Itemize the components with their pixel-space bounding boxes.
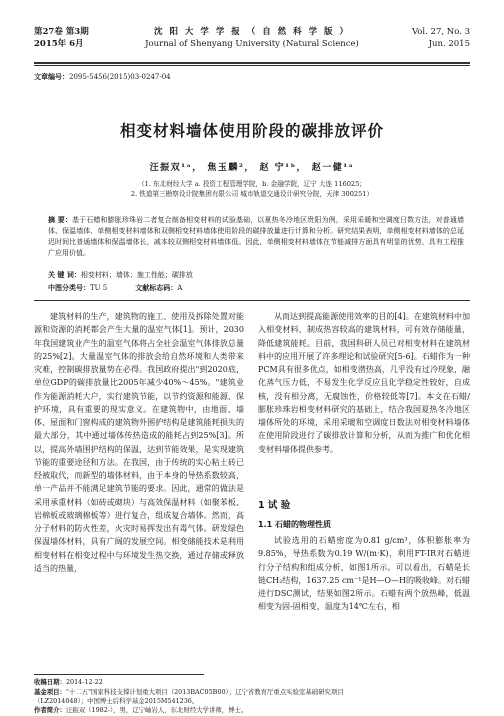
volume-en: Vol. 27, No. 3	[411, 27, 470, 37]
journal-name-cn: 沈 阳 大 学 学 报 （ 自 然 科 学 版 ）	[153, 27, 350, 37]
footnote-author	[34, 706, 470, 715]
article-number	[34, 72, 171, 82]
footnote-fund	[34, 688, 470, 697]
subsection-heading-paraffin: 1.1 石蜡的物理性质	[258, 520, 331, 529]
section-heading-experiment: 1 试 验	[258, 500, 291, 511]
body-left-column: 建筑材料的生产，建筑物的施工、使用及拆除处置对能源和资源的消耗都会产生大量的温室气体[1]。预计，2030年我国建筑业产生的温室气体将占全社会温室气体排放总量的25%[2]。大量温室气体的排放会给自然环境和人类带来灾难，控制碳排放量势在必得。我国政府提出"到2020底，单位GDP的碳排放量比2005年减少40%～45%。"建筑业作为能源消耗大户，实行建筑节能，以节约资源和能源、保护环境，具有重要的现实意义。在建筑物中，由地面、墙体、屋面和门窗构成的建筑物外围护结构是建筑能耗损失的最大部分，其中通过墙体传热造成的能耗占到25%[3]。所以，提高外墙围护结构的保温，达到节能效果，是实现建筑节能的重要途径和方法。在我国，由于传统的实心粘土砖已经被取代，而新型的墙体材料，由于本身的导热系数较高，单一产品并不能满足建筑节能的要求。因此，通常的做法是采用承重材料（如砖或砌块）与高效保温材料（如聚苯板、岩棉板或玻璃棉板等）进行复合，组成复合墙体。然而，高分子材料的防火性差，火灾时易挥发出有毒气体。研发绿色保温墙体材料，具有广阔的发展空间。相变储能技术是利用相变材料在相变过程中与环境发生热交换，通过存储或释放适当的热量，	[34, 312, 244, 573]
header-rule-thick	[34, 62, 470, 64]
paper-title: 相变材料墙体使用阶段的碳排放评价	[119, 122, 384, 140]
header-right	[375, 26, 470, 50]
date-cn: 2015年 6月	[34, 39, 84, 49]
keywords	[48, 270, 464, 280]
article-number-label: 文章编号：	[34, 72, 69, 81]
affiliation-line-2: 2. 铁道第三勘察设计院集团有限公司 城市轨道交通设计研究分院，天津 300251）	[130, 190, 374, 198]
keywords-label: 关 键 词：	[48, 271, 81, 279]
keywords-text: 相变材料；墙体；施工性能；碳排放	[80, 271, 193, 279]
section-1-text: 试验选用的石蜡密度为0.81 g/cm³，体积膨胀率为9.85%，导热系数为0.19 W/(m·K)，利用FT-IR对石蜡进行分子结构和组成分析，如图1所示。可以看出，石蜡是长链CH₂结构，1637.25 cm⁻¹是H—O—H的吸收峰。对石蜡进行DSC测试，结果如图2所示。石蜡有两个放热峰，低温相变为固-固相变，温度为14℃左右，相	[258, 536, 470, 612]
header-center	[134, 26, 370, 50]
abstract-text: 基于石蜡和膨胀珍珠岩二者复合制备相变材料的试验基础，以夏热冬冷地区贵阳为例，采用采暖和空调度日数方法，对普通墙体、保温墙体、单侧相变材料墙体和双侧相变材料墙体使用阶段的碳排放量进行计算和分析。研究结果表明，单侧相变材料墙体的总延迟时间比普通墙体和保温墙体长，减本较双侧相变材料墙体低。因此，单侧相变材料墙体在节能减排方面具有明显的优势，具有工程推广应用价值。	[48, 216, 465, 257]
abstract-label: 摘 要：	[48, 216, 72, 224]
journal-name-en: Journal of Shenyang University (Natural Science)	[145, 39, 359, 49]
fund-text-1: "十二五"国家科技支撑计划重大项目（2013BAC05B00）；辽宁省教育厅重点实验室基础研究项目	[65, 688, 344, 696]
date-en: Jun. 2015	[428, 39, 470, 49]
body-right-column: 从而达到提高能源使用效率的目的[4]。在建筑材料中加入相变材料，制成热容较高的建筑材料，可有效存储能量，降低建筑能耗。目前，我国科研人员已对相变材料在建筑材料中的应用开展了许多理论和试验研究[5-6]。石蜡作为一种PCM具有很多优点，如相变潜热高，几乎没有过冷现象，融化蒸气压力低，不易发生化学反应且化学稳定性较好，自成核，没有相分离，无腐蚀性，价格较低等[7]。本文在石蜡/膨胀珍珠岩相变材料研究的基础上，结合我国夏热冬冷地区墙体所处的环境，采用采暖和空调度日数法对相变材料墙体在使用阶段进行了碳排放计算和分析，从而为推广和优化相变材料墙体提供参考。	[258, 312, 470, 454]
abstract-rule	[34, 300, 470, 301]
affiliation-line-1: （1. 东北财经大学 a. 投资工程管理学院，b. 金融学院，辽宁 大连 116025；	[138, 180, 366, 188]
doc-code-label: 文献标志码：	[135, 284, 178, 292]
footnote-fund-cont: （LZ2014048）；中国博士后科学基金2015M541236。	[34, 697, 199, 705]
clc-value: TU 5	[90, 284, 108, 292]
classification	[48, 283, 464, 293]
received-date: 2014-12-22	[65, 678, 103, 686]
fund-label: 基金项目：	[34, 688, 66, 696]
doc-code-value: A	[177, 284, 183, 292]
footnote-received	[34, 678, 470, 687]
author-bio-label: 作者简介：	[34, 706, 66, 714]
author-bio: 汪振双（1982-），男，辽宁岫岩人，东北财经大学讲师，博士。	[65, 706, 248, 714]
author-list: 汪振双¹ᵃ， 焦玉麟²， 赵 宁¹ᵇ， 赵一健¹ᵃ	[149, 163, 355, 173]
clc-label: 中图分类号：	[48, 284, 90, 292]
abstract	[48, 215, 464, 259]
article-number-value: 2095-5456(2015)03-0247-04	[69, 73, 171, 81]
received-label: 收稿日期：	[34, 678, 66, 686]
footnote-rule	[34, 674, 204, 675]
running-header	[34, 24, 470, 58]
header-rule-thin	[34, 65, 470, 66]
volume-cn: 第27卷 第3期	[34, 27, 89, 37]
header-left	[34, 26, 129, 50]
